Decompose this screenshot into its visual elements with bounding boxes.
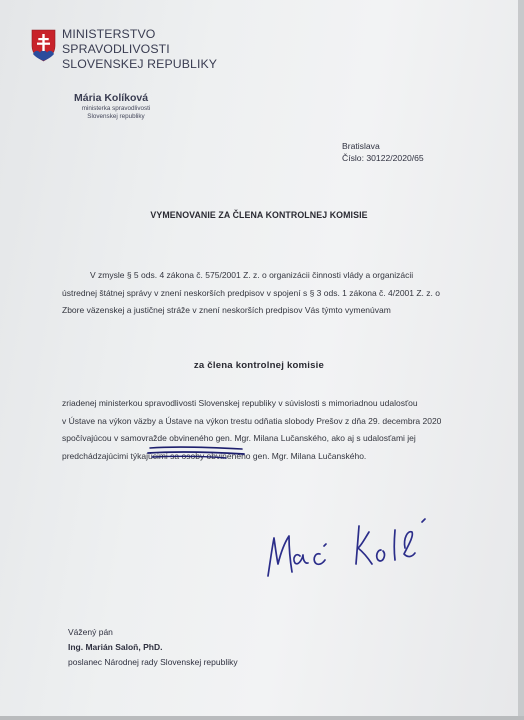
ministry-name bbox=[62, 27, 217, 72]
paragraph-line: ústrednej štátnej správy v znení neskorších predpisov v spojení s § 3 ods. 1 zákona č. 4/2001 Z. z. o bbox=[62, 287, 440, 298]
handwritten-underline-mark bbox=[146, 444, 246, 460]
handwritten-signature bbox=[262, 508, 442, 590]
minister-role bbox=[78, 105, 154, 121]
page-edge bbox=[518, 0, 524, 720]
paragraph-line: Zbore väzenskej a justičnej stráže v znení neskorších predpisov Vás týmto vymenúvam bbox=[62, 305, 391, 315]
ministry-line: SPRAVODLIVOSTI bbox=[62, 42, 170, 56]
reference-city: Bratislava bbox=[342, 141, 380, 151]
paragraph-line: spočívajúcou v samovražde obvineného gen. Mgr. Milana Lučanského, ako aj s udalosťami jej bbox=[62, 433, 416, 443]
minister-role-line: Slovenskej republiky bbox=[87, 113, 145, 120]
paragraph-line: v Ústave na výkon väzby a Ústave na výkon trestu odňatia slobody Prešov z dňa 29. decembra 2020 bbox=[62, 415, 442, 426]
addressee-position: poslanec Národnej rady Slovenskej republiky bbox=[68, 657, 238, 667]
paragraph-line: zriadenej ministerkou spravodlivosti Slovenskej republiky v súvislosti s mimoriadnou udalosťou bbox=[62, 398, 418, 408]
addressee-salutation: Vážený pán bbox=[68, 627, 113, 637]
paragraph-commission-purpose bbox=[62, 395, 454, 465]
reference-block bbox=[342, 140, 424, 164]
reference-number: Číslo: 30122/2020/65 bbox=[342, 153, 424, 163]
paragraph-line: predchádzajúcimi týkajúcimi sa osoby obvineného gen. Mgr. Milana Lučanského. bbox=[62, 450, 367, 461]
paragraph-line: V zmysle § 5 ods. 4 zákona č. 575/2001 Z. z. o organizácii činnosti vlády a organizácii bbox=[90, 270, 414, 280]
minister-name: Mária Kolíková bbox=[74, 92, 149, 104]
addressee-block bbox=[68, 625, 238, 670]
addressee-name: Ing. Marián Saloň, PhD. bbox=[68, 642, 163, 652]
ministry-line: MINISTERSTVO bbox=[62, 27, 156, 41]
paragraph-appointment-basis bbox=[62, 267, 454, 320]
minister-role-line: ministerka spravodlivosti bbox=[81, 105, 151, 112]
document-subtitle: za člena kontrolnej komisie bbox=[193, 360, 325, 371]
ministry-line: SLOVENSKEJ REPUBLIKY bbox=[62, 57, 218, 71]
coat-of-arms-icon bbox=[31, 29, 56, 62]
page-edge bbox=[0, 716, 524, 720]
document-title: VYMENOVANIE ZA ČLENA KONTROLNEJ KOMISIE bbox=[150, 210, 368, 220]
